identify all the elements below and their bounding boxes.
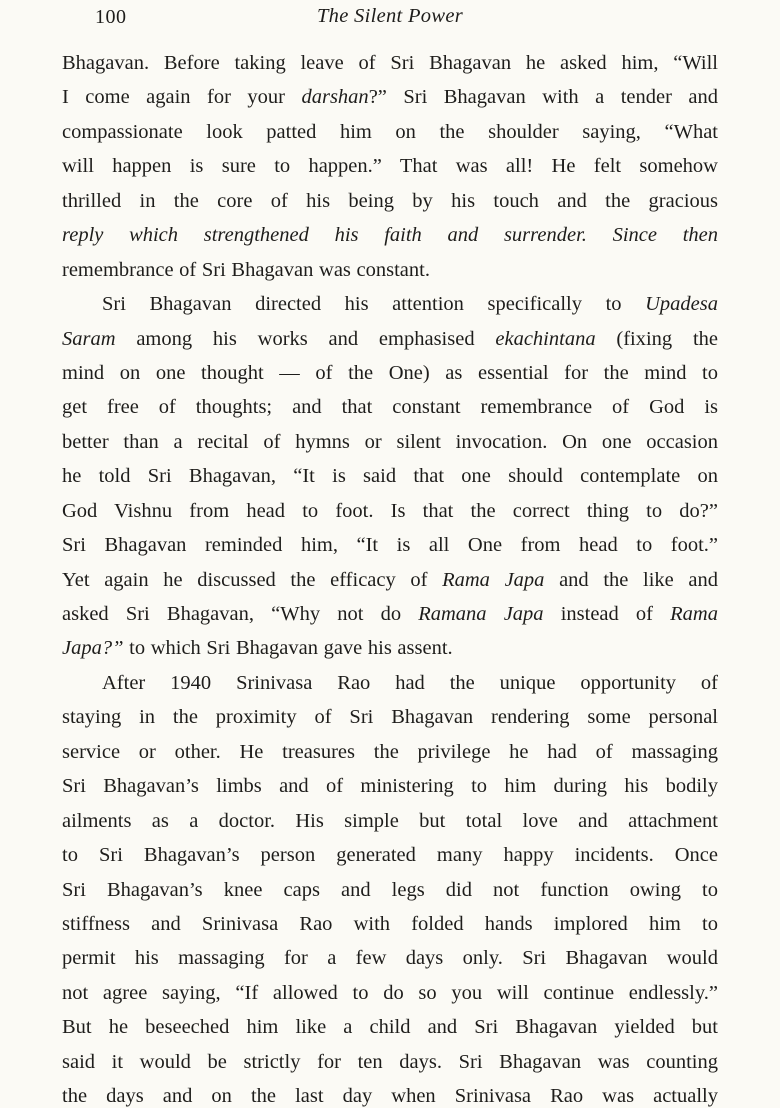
text-line: Sri Bhagavan’s limbs and of ministering to him during his bodily [62, 775, 718, 798]
text-line: But he beseeched him like a child and Sri Bhagavan yielded but [62, 1016, 718, 1039]
text-line: remembrance of Sri Bhagavan was constant. [62, 258, 430, 281]
text-line: staying in the proximity of Sri Bhagavan rendering some personal [62, 706, 718, 729]
text-line: said it would be strictly for ten days. Sri Bhagavan was counting [62, 1050, 718, 1073]
page-number: 100 [95, 6, 127, 28]
text-line: Yet again he discussed the efficacy of Rama Japa and the like and [62, 568, 718, 591]
text-line: he told Sri Bhagavan, “It is said that one should contemplate on [62, 465, 718, 488]
text-line: I come again for your darshan?” Sri Bhagavan with a tender and [62, 86, 718, 109]
text-line: Bhagavan. Before taking leave of Sri Bhagavan he asked him, “Will [62, 52, 718, 74]
page-header [0, 0, 780, 34]
text-line: thrilled in the core of his being by his touch and the gracious [62, 189, 718, 212]
text-line: not agree saying, “If allowed to do so you will continue endlessly.” [62, 981, 718, 1004]
text-line: the days and on the last day when Srinivasa Rao was actually [62, 1085, 718, 1108]
text-line: ailments as a doctor. His simple but total love and attachment [62, 809, 718, 832]
text-line: to Sri Bhagavan’s person generated many happy incidents. Once [62, 844, 718, 867]
text-line: mind on one thought — of the One) as essential for the mind to [62, 361, 718, 384]
text-line: stiffness and Srinivasa Rao with folded hands implored him to [62, 912, 718, 935]
text-line: compassionate look patted him on the shoulder saying, “What [62, 120, 718, 143]
text-line: Sri Bhagavan directed his attention specifically to Upadesa [102, 293, 718, 316]
text-line: permit his massaging for a few days only. Sri Bhagavan would [62, 947, 718, 970]
text-line: will happen is sure to happen.” That was all! He felt somehow [62, 155, 718, 178]
text-line: get free of thoughts; and that constant remembrance of God is [62, 396, 718, 419]
text-line: Saram among his works and emphasised ekachintana (fixing the [62, 327, 718, 350]
text-line: Sri Bhagavan reminded him, “It is all One from head to foot.” [62, 534, 718, 557]
text-line: asked Sri Bhagavan, “Why not do Ramana Japa instead of Rama [62, 603, 718, 625]
paragraph-2 [62, 287, 718, 666]
running-title: The Silent Power [316, 5, 463, 27]
text-line: service or other. He treasures the privilege he had of massaging [62, 740, 718, 763]
text-line: reply which strengthened his faith and surrender. Since then [62, 224, 718, 247]
text-line: After 1940 Srinivasa Rao had the unique opportunity of [102, 671, 718, 694]
paragraph-1 [62, 46, 718, 287]
text-line: Sri Bhagavan’s knee caps and legs did not function owing to [62, 878, 718, 901]
paragraph-3 [62, 666, 718, 1108]
text-line: better than a recital of hymns or silent invocation. On one occasion [62, 430, 718, 453]
page-body [62, 46, 718, 1108]
text-line: Japa?” to which Sri Bhagavan gave his assent. [62, 637, 453, 660]
text-line: God Vishnu from head to foot. Is that the correct thing to do?” [62, 499, 718, 522]
